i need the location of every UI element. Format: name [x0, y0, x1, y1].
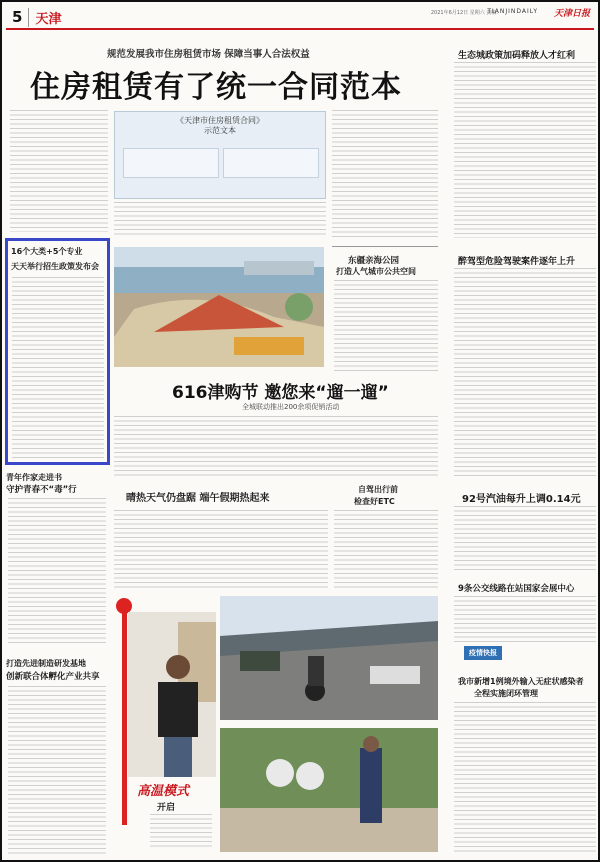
left-item2-line2: 创新联合体孵化产业共享: [6, 672, 100, 682]
body-text-lead-b: [332, 110, 438, 238]
right-body-5: [454, 702, 596, 852]
box-title-2: 天天举行招生政策发布会: [11, 262, 99, 271]
page-number: 5: [12, 8, 23, 26]
body-text-etc: [334, 510, 438, 590]
right-headline-3: 92号汽油每升上调0.14元: [462, 494, 581, 505]
weather-headline: 晴热天气仍盘踞 端午假期热起来: [126, 493, 270, 504]
person-photo-image: [128, 612, 216, 777]
park-line1: 东疆亲海公园: [348, 256, 400, 266]
shopping-headline: 616津购节 邀您来“遛一遛”: [172, 383, 389, 403]
etc-line1: 自驾出行前: [358, 485, 398, 494]
park-rule: [332, 246, 438, 247]
right-body-4: [454, 596, 596, 642]
park-line2: 打造人气城市公共空间: [336, 267, 416, 276]
feature-calligraphy: 高温模式: [137, 784, 190, 799]
body-text-lead-a: [114, 202, 326, 238]
left-item1-line1: 青年作家走进书: [6, 473, 62, 482]
contract-graphic: [114, 111, 326, 199]
park-exercise-image: [220, 728, 438, 852]
street-photo-image: [220, 596, 438, 720]
street-photo: [220, 596, 438, 720]
section-name: 天津: [28, 8, 61, 27]
right-body-3: [454, 506, 596, 572]
feature-red-bar: [122, 600, 127, 825]
right-headline-5a: 我市新增1例境外输入无症状感染者: [458, 677, 584, 686]
body-text-left-bottom: [8, 686, 106, 854]
left-item1-line2: 守护青春不“毒”行: [6, 485, 77, 495]
right-headline-2: 醉驾型危险驾驶案件逐年上升: [458, 257, 576, 267]
paper-logo: 天津日报: [553, 9, 590, 19]
box-body-text: [12, 277, 104, 459]
person-photo: [128, 612, 216, 777]
paper-latin-name: TIANJINDAILY: [487, 8, 538, 15]
contract-title: 《天津市住房租赁合同》示范文本: [176, 116, 264, 135]
body-text-left-mid: [8, 498, 106, 646]
box-title-1: 16个大类+5个专业: [11, 247, 83, 256]
park-photo: [114, 247, 324, 367]
right-headline-1: 生态城政策加码释放人才红利: [458, 51, 576, 61]
right-body-2: [454, 268, 596, 476]
date-line: 2021年6月12日 星期六 责编:: [430, 10, 498, 16]
feature-body-text: [150, 814, 212, 850]
shopping-sub: 全城联动推出200余项促销活动: [242, 403, 340, 411]
body-text-left-top: [10, 110, 108, 232]
feature-caption: 开启: [157, 803, 176, 813]
right-body-1: [454, 62, 596, 238]
park-photo-image: [114, 247, 324, 367]
body-text-shopping: [114, 416, 438, 478]
right-headline-5b: 全程实施闭环管理: [474, 689, 538, 698]
body-text-weather: [114, 510, 328, 590]
contract-panel-left: [123, 148, 219, 178]
right-headline-4: 9条公交线路在站国家会展中心: [458, 584, 575, 594]
highlighted-article[interactable]: [5, 238, 110, 465]
etc-line2: 检查好ETC: [354, 497, 395, 506]
lead-headline: 住房租赁有了统一合同范本: [30, 70, 402, 105]
lead-kicker: 规范发展我市住房租赁市场 保障当事人合法权益: [107, 49, 310, 60]
body-text-park: [334, 280, 438, 372]
contract-panel-right: [223, 148, 319, 178]
park-exercise-photo: [220, 728, 438, 852]
epidemic-tag: 疫情快报: [464, 646, 502, 660]
left-item2-line1: 打造先进制造研发基地: [6, 659, 86, 668]
